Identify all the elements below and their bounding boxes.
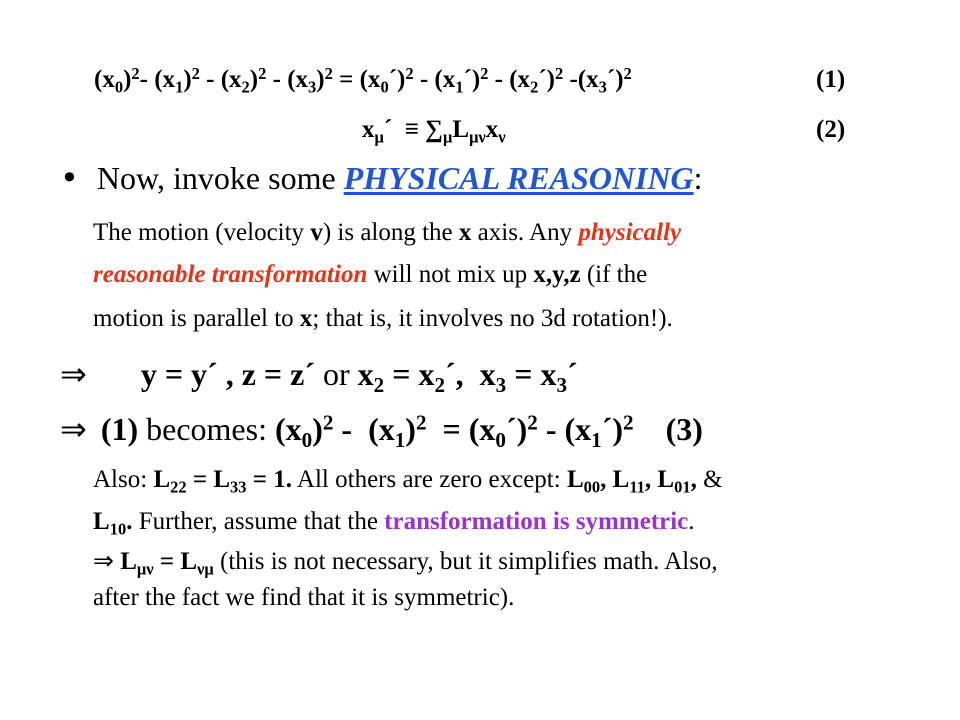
equation-3-number: (3)	[665, 411, 703, 447]
paragraph-2-line-4	[93, 584, 514, 612]
equation-1	[94, 63, 632, 97]
bullet-line	[60, 159, 703, 197]
implication-1	[60, 355, 578, 397]
text-segment: axis. Any	[477, 219, 573, 246]
text-segment: .	[688, 508, 695, 535]
text-segment: ; that is, it involves no 3d rotation!).	[312, 305, 673, 332]
physical-reasoning-emphasis: PHYSICAL REASONING	[343, 160, 694, 196]
physically-emphasis: physically	[578, 219, 682, 246]
text-segment: ) is along the	[322, 219, 453, 246]
implies-arrow-icon: ⇒	[60, 355, 87, 393]
reasonable-transformation-emphasis: reasonable transformation	[93, 261, 368, 288]
implies-arrow-icon: ⇒	[93, 546, 114, 575]
paragraph-2-line-1	[93, 466, 723, 497]
implication-2	[60, 410, 703, 452]
text-segment: (if the	[586, 261, 648, 288]
text-segment: The motion (velocity	[93, 219, 305, 246]
equation-1-number: (1)	[816, 66, 846, 93]
x-symbol: x	[299, 305, 313, 332]
transformation-symmetric-emphasis: transformation is symmetric	[384, 508, 689, 535]
equation-2	[362, 116, 506, 147]
paragraph-1-line-2	[93, 261, 647, 289]
text-segment: Further, assume that the	[138, 508, 378, 535]
paragraph-1-line-1	[93, 219, 681, 247]
velocity-symbol: v	[310, 219, 323, 246]
implication-1-text: y = y´ , z = z´ or $x_2$ = $x_2´$, $x_3$ = $x_3´$	[140, 356, 578, 397]
paragraph-2-line-2	[93, 508, 695, 539]
text-segment: will not mix up	[373, 261, 528, 288]
implication-2-text: (1) becomes: $(x_0)^2 - (x_1)^2$ = $(x_0´)^2$ - $(x_1´)^2$	[100, 410, 634, 452]
equation-2-text: $x_\mu´ \equiv \sum_\mu L_{\mu\nu}x_\nu$	[362, 116, 506, 147]
text-segment: Also:	[93, 466, 148, 493]
bullet-colon: :	[693, 160, 703, 196]
paragraph-2-line-3	[93, 546, 718, 579]
paragraph-1-line-3	[93, 305, 673, 333]
l-diagonal-values: $L_{22} = L_{33} = 1$.	[153, 466, 293, 497]
symmetric-relation: $L_{\mu\nu} = L_{\nu\mu}$	[120, 548, 214, 579]
equation-2-number: (2)	[816, 116, 846, 143]
text-segment: (this is not necessary, but it simplifies math. Also,	[220, 548, 718, 575]
text-segment: motion is parallel to	[93, 305, 294, 332]
xyz-symbols: x,y,z	[533, 261, 581, 288]
equation-1-text: $(x_0)^2-$ $(x_1)^2 - (x_2)^2 - (x_3)^2$ = $(x_0´)^2$ - $(x_1´)^2$ - $(x_2´)^2$ $-(x_3´)^2$	[94, 63, 632, 97]
text-segment: after the fact we find that it is symmetric).	[93, 584, 515, 611]
x-symbol: x	[458, 219, 472, 246]
implies-arrow-icon: ⇒	[60, 410, 87, 448]
l10-element: $L_{10}$.	[93, 508, 133, 539]
text-segment: All others are zero except:	[296, 466, 561, 493]
nonzero-elements-list: $L_{00}$, $L_{11}$, $L_{01}$, &	[566, 466, 723, 497]
bullet-lead: Now, invoke some	[96, 160, 336, 196]
bullet-marker: •	[60, 159, 79, 197]
